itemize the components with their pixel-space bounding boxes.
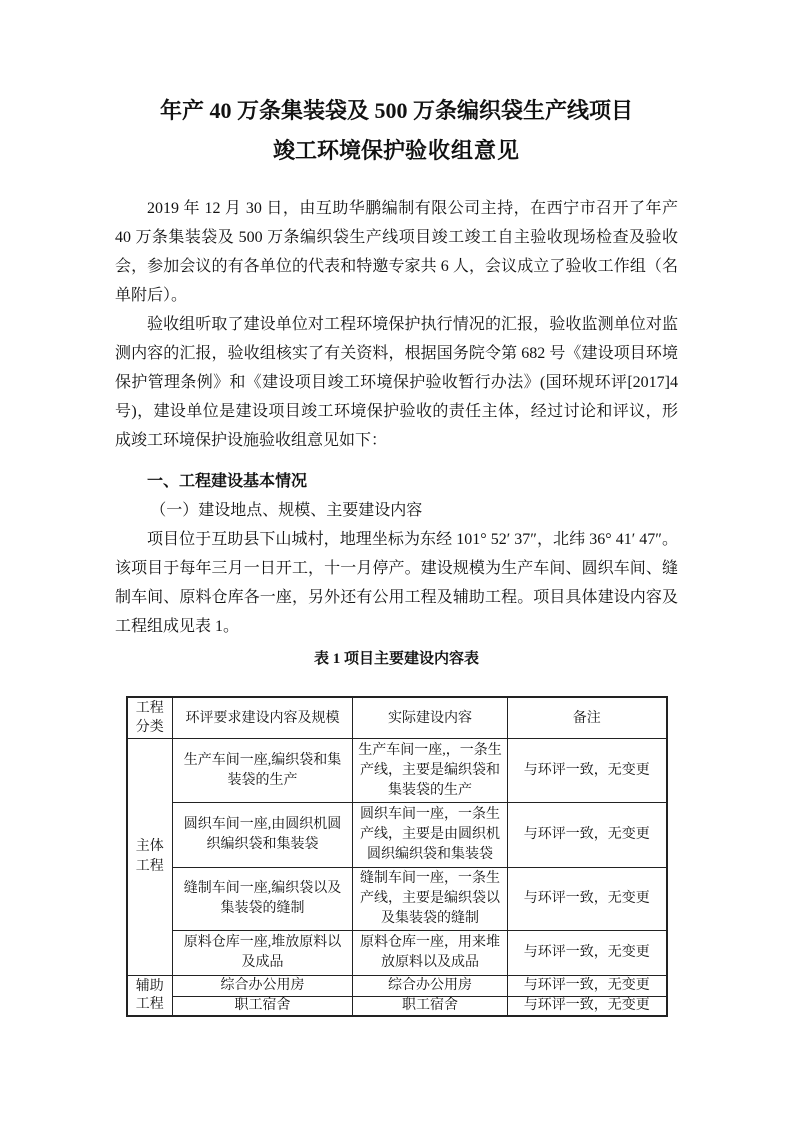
cell-actual: 职工宿舍 — [353, 997, 508, 1017]
header-cell-eia-required: 环评要求建设内容及规模 — [173, 697, 353, 739]
paragraph-meeting: 2019 年 12 月 30 日，由互助华鹏编制有限公司主持，在西宁市召开了年产 40 万条集装袋及 500 万条编织袋生产线项目竣工竣工自主验收现场检查及验收会，参加会议的有各单位的代表和特邀专家共 6 人，会议成立了验收工作组（名单附后）。 — [115, 200, 678, 304]
cell-actual: 原料仓库一座，用来堆放原料以及成品 — [353, 931, 508, 976]
cell-eia: 缝制车间一座,编织袋以及集装袋的缝制 — [173, 868, 353, 931]
cell-eia: 原料仓库一座,堆放原料以及成品 — [173, 931, 353, 976]
cell-remark: 与环评一致，无变更 — [508, 868, 667, 931]
subsection-heading-location: （一）建设地点、规模、主要建设内容 — [150, 502, 423, 519]
cell-remark: 与环评一致，无变更 — [508, 976, 667, 997]
cell-eia: 圆织车间一座,由圆织机圆织编织袋和集装袋 — [173, 803, 353, 868]
title-black-part: 验收组意见 — [405, 138, 521, 163]
cell-eia: 生产车间一座,编织袋和集装袋的生产 — [173, 739, 353, 803]
cell-remark: 与环评一致，无变更 — [508, 739, 667, 803]
cell-actual: 圆织车间一座，一条生产线，主要是由圆织机圆织编织袋和集装袋 — [353, 803, 508, 868]
table-row — [127, 997, 667, 1017]
table-caption: 表 1 项目主要建设内容表 — [313, 651, 479, 667]
table-row — [127, 976, 667, 997]
title-serif-part: 竣工环境保护 — [272, 138, 405, 163]
group-label-main-works: 主体工程 — [127, 739, 173, 976]
table-row — [127, 739, 667, 803]
cell-actual: 生产车间一座,，一条生产线，主要是编织袋和集装袋的生产 — [353, 739, 508, 803]
cell-eia: 职工宿舍 — [173, 997, 353, 1017]
table-row — [127, 803, 667, 868]
cell-actual: 综合办公用房 — [353, 976, 508, 997]
document-title-line1: 年产 40 万条集装袋及 500 万条编织袋生产线项目 — [159, 98, 633, 123]
paragraph-basis: 验收组听取了建设单位对工程环境保护执行情况的汇报，验收监测单位对监测内容的汇报，验收组核实了有关资料，根据国务院令第 682 号《建设项目环境保护管理条例》和《建设项目竣工环境保护验收暂行办法》(国环规环评[2017]4 号)，建设单位是建设项目竣工环境保护验收的责任主体，经过讨论和评议，形成竣工环境保护设施验收组意见如下： — [115, 316, 678, 449]
cell-remark: 与环评一致，无变更 — [508, 803, 667, 868]
table-header-row — [127, 697, 667, 739]
header-cell-actual: 实际建设内容 — [353, 697, 508, 739]
cell-remark: 与环评一致，无变更 — [508, 931, 667, 976]
table-row — [127, 931, 667, 976]
document-title-line2 — [115, 136, 678, 166]
paragraph-location: 项目位于互助县下山城村，地理坐标为东经 101° 52′ 37″，北纬 36° 41′ 47″。该项目于每年三月一日开工，十一月停产。建设规模为生产车间、圆织车间、缝制车间、原料仓库各一座，另外还有公用工程及辅助工程。项目具体建设内容及工程组成见表 1。 — [115, 531, 678, 635]
cell-actual: 缝制车间一座，一条生产线，主要是编织袋以及集装袋的缝制 — [353, 868, 508, 931]
section-heading-project-overview: 一、工程建设基本情况 — [147, 473, 308, 490]
cell-remark: 与环评一致，无变更 — [508, 997, 667, 1017]
header-cell-remark: 备注 — [508, 697, 667, 739]
group-label-auxiliary-works: 辅助工程 — [127, 976, 173, 1017]
table-row — [127, 868, 667, 931]
header-cell-category: 工程分类 — [127, 697, 173, 739]
construction-content-table — [126, 696, 668, 1017]
cell-eia: 综合办公用房 — [173, 976, 353, 997]
